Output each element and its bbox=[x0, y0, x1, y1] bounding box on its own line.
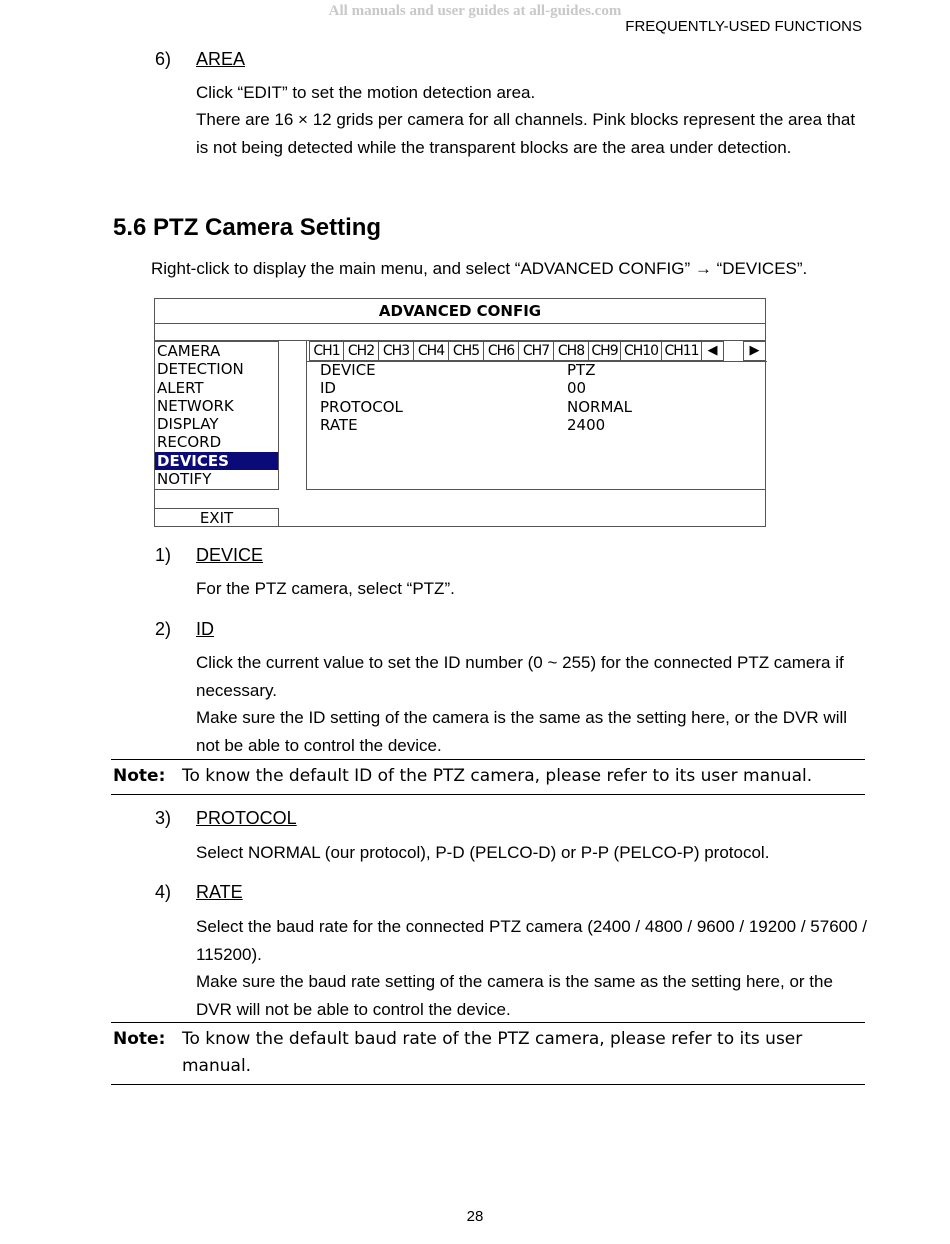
tab-ch2[interactable]: CH2 bbox=[344, 341, 379, 361]
device-text: For the PTZ camera, select “PTZ”. bbox=[196, 579, 455, 598]
arrow-left-icon[interactable]: ◀ bbox=[702, 341, 724, 361]
note-label: Note: bbox=[113, 766, 166, 786]
rate-value[interactable]: 2400 bbox=[567, 415, 606, 434]
note-text: To know the default baud rate of the PTZ camera, please refer to its user manual. bbox=[182, 1029, 803, 1076]
note-id bbox=[111, 759, 865, 795]
arrow-right-icon[interactable]: ▶ bbox=[743, 341, 766, 361]
tab-ch6[interactable]: CH6 bbox=[484, 341, 519, 361]
watermark: All manuals and user guides at all-guides.com bbox=[328, 3, 622, 19]
row-rate[interactable] bbox=[320, 416, 760, 434]
dialog-title: ADVANCED CONFIG bbox=[155, 299, 765, 324]
menu-item-record[interactable]: RECORD bbox=[157, 433, 222, 452]
protocol-value[interactable]: NORMAL bbox=[567, 397, 633, 416]
dialog-spacer bbox=[155, 324, 765, 341]
note-rate bbox=[111, 1022, 865, 1085]
section-intro: Right-click to display the main menu, and select “ADVANCED CONFIG” → “DEVICES”. bbox=[151, 259, 808, 278]
running-header: FREQUENTLY-USED FUNCTIONS bbox=[625, 18, 862, 35]
device-value[interactable]: PTZ bbox=[567, 361, 596, 379]
id-value[interactable]: 00 bbox=[567, 379, 587, 398]
id-text-1: Click the current value to set the ID number (0 ~ 255) for the connected PTZ camera if necessary. bbox=[196, 653, 844, 700]
tab-ch8[interactable]: CH8 bbox=[554, 341, 589, 361]
menu-item-detection[interactable]: DETECTION bbox=[157, 360, 244, 379]
menu-item-camera[interactable]: CAMERA bbox=[157, 342, 221, 360]
config-menu bbox=[155, 341, 279, 490]
tab-ch5[interactable]: CH5 bbox=[449, 341, 484, 361]
protocol-item-title: PROTOCOL bbox=[196, 808, 297, 828]
protocol-item-number: 3) bbox=[155, 808, 172, 828]
note-text: To know the default ID of the PTZ camera, please refer to its user manual. bbox=[182, 766, 813, 786]
tab-ch4[interactable]: CH4 bbox=[414, 341, 449, 361]
exit-button[interactable]: EXIT bbox=[155, 508, 279, 527]
menu-item-alert[interactable]: ALERT bbox=[157, 378, 204, 397]
protocol-text: Select NORMAL (our protocol), P-D (PELCO-D) or P-P (PELCO-P) protocol. bbox=[196, 843, 770, 862]
rate-text-1: Select the baud rate for the connected PTZ camera (2400 / 4800 / 9600 / 19200 / 57600 / 115200). bbox=[196, 917, 868, 964]
row-label: ID bbox=[320, 379, 336, 398]
channel-tabs bbox=[309, 341, 724, 361]
id-item-title: ID bbox=[196, 619, 214, 639]
menu-item-notify[interactable]: NOTIFY bbox=[157, 470, 212, 489]
tab-ch11[interactable]: CH11 bbox=[662, 341, 702, 361]
id-item-number: 2) bbox=[155, 619, 172, 639]
row-device[interactable] bbox=[320, 361, 760, 379]
menu-item-display[interactable]: DISPLAY bbox=[157, 415, 219, 434]
rate-item-title: RATE bbox=[196, 882, 243, 902]
tab-ch1[interactable]: CH1 bbox=[309, 341, 344, 361]
area-text-1: Click “EDIT” to set the motion detection area. bbox=[196, 83, 536, 102]
tab-ch10[interactable]: CH10 bbox=[621, 341, 662, 361]
tab-ch3[interactable]: CH3 bbox=[379, 341, 414, 361]
menu-item-network[interactable]: NETWORK bbox=[157, 396, 234, 415]
area-text-2: There are 16 × 12 grids per camera for all channels. Pink blocks represent the area that is not being detected while the transparent blocks are the area under detection. bbox=[196, 110, 856, 157]
page-number: 28 bbox=[466, 1208, 484, 1225]
section-title: 5.6 PTZ Camera Setting bbox=[113, 214, 382, 241]
id-text-2: Make sure the ID setting of the camera is the same as the setting here, or the DVR will not be able to control the device. bbox=[196, 708, 848, 755]
tab-ch9[interactable]: CH9 bbox=[589, 341, 621, 361]
device-item-title: DEVICE bbox=[196, 545, 264, 565]
device-item-number: 1) bbox=[155, 545, 172, 565]
row-label: DEVICE bbox=[320, 361, 376, 379]
rate-item-number: 4) bbox=[155, 882, 172, 902]
row-label: RATE bbox=[320, 415, 358, 434]
advanced-config-dialog bbox=[154, 298, 766, 527]
note-label: Note: bbox=[113, 1029, 166, 1049]
area-item-title: AREA bbox=[196, 49, 246, 69]
rate-text-2: Make sure the baud rate setting of the camera is the same as the setting here, or the DVR will not be able to control the device. bbox=[196, 972, 833, 1019]
area-item-number: 6) bbox=[155, 49, 172, 69]
row-protocol[interactable] bbox=[320, 398, 760, 416]
menu-item-devices[interactable]: DEVICES bbox=[155, 452, 278, 470]
tab-ch7[interactable]: CH7 bbox=[519, 341, 554, 361]
devices-panel bbox=[306, 341, 766, 490]
row-label: PROTOCOL bbox=[320, 397, 403, 416]
row-id[interactable] bbox=[320, 379, 760, 397]
